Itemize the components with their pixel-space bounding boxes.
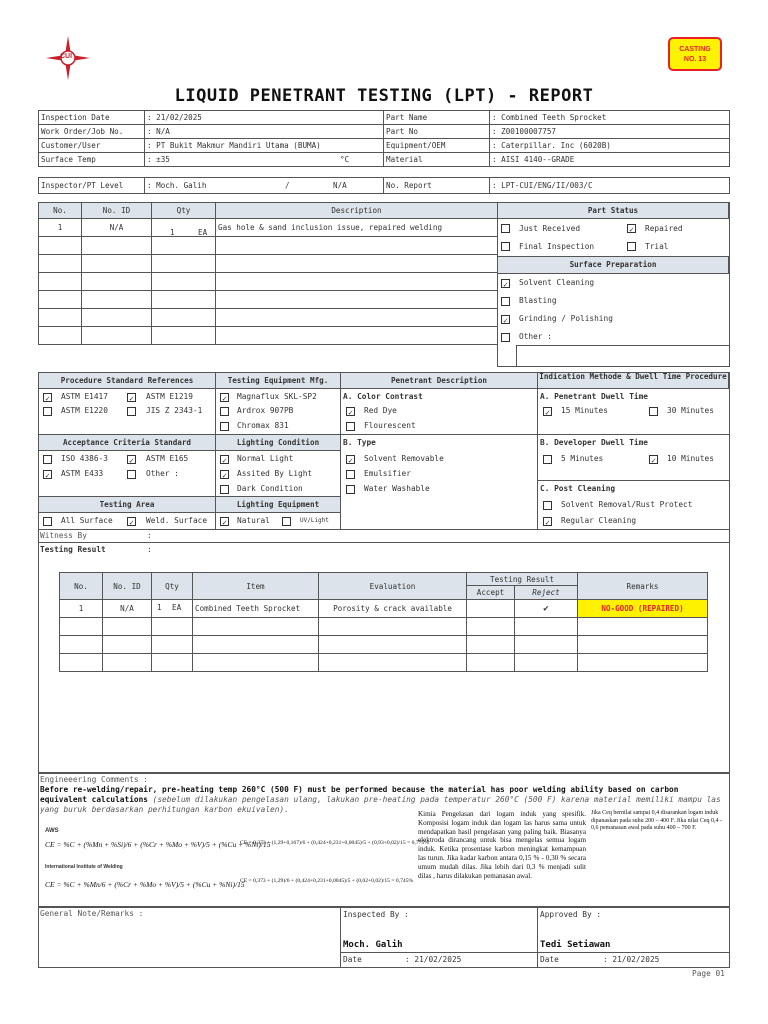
water-washable-checkbox[interactable]: [346, 485, 355, 494]
inspector-value: [145, 178, 384, 194]
5-minutes-checkbox[interactable]: [543, 455, 552, 464]
info-value: : PT Bukit Makmur Mandiri Utama (BUMA): [145, 139, 384, 153]
result-remarks: NO-GOOD (REPAIRED): [578, 600, 708, 618]
assited-light-label: Assited By Light: [237, 469, 313, 478]
penetrant-title: Penetrant Description: [340, 372, 538, 389]
blasting-label: Blasting: [519, 296, 557, 305]
inspector-name: : Moch. Galih: [147, 181, 207, 190]
lighting-equipment-title: Lighting Equipment: [215, 496, 341, 513]
jis-z2343-label: JIS Z 2343-1: [146, 406, 203, 415]
post-cleaning-title: C. Post Cleaning: [540, 484, 616, 493]
type-title: B. Type: [343, 438, 376, 447]
all-surface-checkbox[interactable]: [43, 517, 52, 526]
natural-checkbox[interactable]: ✓: [220, 517, 229, 526]
info-label: Work Order/Job No.: [39, 125, 145, 139]
other-prep-label: Other :: [519, 332, 552, 341]
result-no: 1: [60, 600, 103, 618]
dark-condition-checkbox[interactable]: [220, 485, 229, 494]
info-label: Equipment/OEM: [384, 139, 490, 153]
result-header-qty: Qty: [152, 573, 193, 600]
regular-cleaning-label: Regular Cleaning: [561, 516, 637, 525]
regular-cleaning-checkbox[interactable]: ✓: [543, 517, 552, 526]
info-value: : 21/02/2025: [145, 111, 384, 125]
iiw-result: CE = 0,373 + (1,29)/6 + (0,424+0,231+0,0045)/5 + (0,02+0,02)/15 = 0,745%: [240, 878, 414, 884]
astm-e165-checkbox[interactable]: ✓: [127, 455, 136, 464]
other-prep-checkbox[interactable]: [501, 333, 510, 342]
astm-e1417-checkbox[interactable]: ✓: [43, 393, 52, 402]
info-value: [145, 153, 384, 167]
emulsifier-checkbox[interactable]: [346, 470, 355, 479]
jis-z2343-checkbox[interactable]: [127, 407, 136, 416]
surface-temp-value: : ±35: [147, 155, 170, 164]
iiw-label: International Institute of Welding: [45, 864, 123, 870]
indication-title: Indication Methode & Dwell Time Procedure: [537, 372, 729, 389]
solvent-removal-checkbox[interactable]: [543, 501, 552, 510]
dev-dwell-title: B. Developer Dwell Time: [540, 438, 648, 447]
all-surface-label: All Surface: [61, 516, 113, 525]
result-reject: ✔: [515, 600, 578, 618]
ardrox-label: Ardrox 907PB: [237, 406, 294, 415]
info-table: [38, 110, 730, 167]
casting-badge: [668, 37, 722, 71]
eng-comments-bold: Before re-welding/repair, pre-heating temp 260°C (500 F) must be performed because the material has poor welding ability based on carbon equivalent calculations: [40, 785, 679, 804]
ardrox-checkbox[interactable]: [220, 407, 229, 416]
result-header-testing: Testing Result: [467, 573, 578, 586]
result-header-item: Item: [193, 573, 319, 600]
info-label: Surface Temp: [39, 153, 145, 167]
report-label: No. Report: [384, 178, 490, 194]
aws-label: AWS: [45, 828, 59, 834]
final-inspection-label: Final Inspection: [519, 242, 595, 251]
surface-temp-unit: °C: [340, 155, 350, 164]
result-qty: 1: [157, 603, 162, 612]
table-row: [39, 219, 498, 237]
natural-label: Natural: [237, 516, 270, 525]
witness-colon: :: [147, 531, 152, 540]
result-table: [59, 572, 708, 672]
eng-comments-italic: (sebelum dilakukan pengelasan ulang, lakukan pre-heating pada temperatur 260°C (500 F) karena material memiliki mampu las yang buruk berdasarkan perhitungan karbon ekuivalen).: [40, 795, 721, 814]
weld-surface-checkbox[interactable]: ✓: [127, 517, 136, 526]
color-contrast-title: A. Color Contrast: [343, 392, 423, 401]
logo-text: CUI: [60, 53, 73, 60]
grinding-label: Grinding / Polishing: [519, 314, 613, 323]
items-header: No. ID: [82, 203, 152, 219]
astm-e1417-label: ASTM E1417: [61, 392, 108, 401]
other-acceptance-label: Other :: [146, 469, 179, 478]
item-desc: Gas hole & sand inclusion issue, repaired welding: [216, 219, 498, 237]
inspected-date-label: Date: [343, 955, 362, 964]
flourescent-label: Flourescent: [364, 421, 416, 430]
items-header: Qty: [152, 203, 216, 219]
approver-signature-name: Tedi Setiawan: [540, 940, 611, 950]
result-qty-cell: [152, 600, 193, 618]
aws-formula: CE = %C + (%Mn + %Si)/6 + (%Cr + %Mo + %V)/5 + (%Cu + %Ni)/15: [45, 840, 271, 849]
repaired-checkbox[interactable]: ✓: [627, 224, 636, 233]
info-label: Inspection Date: [39, 111, 145, 125]
15-minutes-checkbox[interactable]: ✓: [543, 407, 552, 416]
uv-light-checkbox[interactable]: [282, 517, 291, 526]
other-prep-field[interactable]: [516, 345, 730, 367]
astm-e433-label: ASTM E433: [61, 469, 104, 478]
inspected-by-label: Inspected By :: [343, 910, 409, 919]
dark-condition-label: Dark Condition: [237, 484, 303, 493]
solvent-cleaning-checkbox[interactable]: ✓: [501, 279, 510, 288]
result-accept: [467, 600, 515, 618]
witness-label: Witness By: [40, 531, 87, 540]
result-unit: EA: [172, 603, 182, 612]
result-header-eval: Evaluation: [319, 573, 467, 600]
result-header-reject: Reject: [515, 586, 578, 600]
approved-date-value: : 21/02/2025: [603, 955, 660, 964]
item-no: 1: [39, 219, 82, 237]
red-dye-label: Red Dye: [364, 406, 397, 415]
info-label: Customer/User: [39, 139, 145, 153]
pen-dwell-title: A. Penetrant Dwell Time: [540, 392, 648, 401]
repaired-label: Repaired: [645, 224, 683, 233]
normal-light-checkbox[interactable]: ✓: [220, 455, 229, 464]
procedure-title: Procedure Standard References: [38, 372, 216, 389]
eng-comments-label: Engineeering Comments :: [40, 775, 148, 784]
info-value: : Caterpillar. Inc (6020B): [490, 139, 730, 153]
trial-checkbox[interactable]: [627, 242, 636, 251]
ceq-note: Jika Ceq bernilai sampai 0,4 disarankan logam induk dipanaskan pada suhu 200 – 400 F. Jika nilai Ceq 0,4 - 0,6 pemanasan awal pada suhu 400 – 700 F.: [591, 810, 723, 832]
grinding-checkbox[interactable]: ✓: [501, 315, 510, 324]
approved-date-label: Date: [540, 955, 559, 964]
magnaflux-checkbox[interactable]: ✓: [220, 393, 229, 402]
result-item: Combined Teeth Sprocket: [193, 600, 319, 618]
result-header-no: No.: [60, 573, 103, 600]
item-qty-cell: [152, 219, 216, 237]
info-value: : Z00100007757: [490, 125, 730, 139]
astm-e1219-label: ASTM E1219: [146, 392, 193, 401]
approved-by-label: Approved By :: [540, 910, 602, 919]
final-inspection-checkbox[interactable]: [501, 242, 510, 251]
testing-result-colon: :: [147, 545, 152, 554]
30-minutes-checkbox[interactable]: [649, 407, 658, 416]
just-received-label: Just Received: [519, 224, 581, 233]
emulsifier-label: Emulsifier: [364, 469, 411, 478]
uv-light-label: UV/Light: [300, 517, 329, 524]
astm-e433-checkbox[interactable]: ✓: [43, 470, 52, 479]
iiw-formula: CE = %C + %Mn/6 + (%Cr + %Mo + %V)/5 + (%Cu + %Ni)/15: [45, 880, 245, 889]
water-washable-label: Water Washable: [364, 484, 430, 493]
info-label: Part No: [384, 125, 490, 139]
iso-4386-label: ISO 4386-3: [61, 454, 108, 463]
weld-note: Kimia Pengelasan dari logam induk yang spesifik. Komposisi logam induk dan logam las harus sama untuk mendapatkan hasil pengelasan yang paling baik. Biasanya elektroda dirancang untuk bisa mengelas semua logam induk. Ketika prosentase karbon meningkat kemampuan las turun. Jika kadar karbon antara 0,15 % - 0,30 % secara umum mudah dilas. Jika lebih dari 0,3 % menjadi sulit dilas , harus dilakukan pemanasan awal.: [418, 810, 586, 880]
badge-line2: NO. 13: [683, 56, 707, 63]
flourescent-checkbox[interactable]: [346, 422, 355, 431]
item-unit: EA: [198, 227, 208, 237]
equipment-title: Testing Equipment Mfg.: [215, 372, 341, 389]
solvent-cleaning-label: Solvent Cleaning: [519, 278, 595, 287]
trial-label: Trial: [645, 242, 669, 251]
company-logo: [46, 36, 90, 80]
solvent-removal-label: Solvent Removal/Rust Protect: [561, 500, 693, 509]
inspector-label: Inspector/PT Level: [39, 178, 145, 194]
items-header: No.: [39, 203, 82, 219]
solvent-removable-checkbox[interactable]: ✓: [346, 455, 355, 464]
astm-e1220-label: ASTM E1220: [61, 406, 108, 415]
10-minutes-checkbox[interactable]: ✓: [649, 455, 658, 464]
info-label: Part Name: [384, 111, 490, 125]
testing-area-title: Testing Area: [38, 496, 216, 513]
chromax-checkbox[interactable]: [220, 422, 229, 431]
page-title: LIQUID PENETRANT TESTING (LPT) - REPORT: [174, 86, 594, 106]
30-minutes-label: 30 Minutes: [667, 406, 714, 415]
result-header-id: No. ID: [103, 573, 152, 600]
inspector-level: N/A: [333, 181, 347, 190]
info-value: : Combined Teeth Sprocket: [490, 111, 730, 125]
report-value: : LPT-CUI/ENG/II/003/C: [490, 178, 730, 194]
result-header-remarks: Remarks: [578, 573, 708, 600]
magnaflux-label: Magnaflux SKL-SP2: [237, 392, 317, 401]
iso-4386-checkbox[interactable]: [43, 455, 52, 464]
aws-result: CE = 0,373 + (1,29+0,167)/6 + (0,424+0,231+0,0045)/5 + (0,93+0,02)/15 = 0,775%: [240, 840, 429, 846]
result-eval: Porosity & crack available: [319, 600, 467, 618]
red-dye-checkbox[interactable]: ✓: [346, 407, 355, 416]
solvent-removable-label: Solvent Removable: [364, 454, 444, 463]
blasting-checkbox[interactable]: [501, 297, 510, 306]
astm-e165-label: ASTM E165: [146, 454, 189, 463]
normal-light-label: Normal Light: [237, 454, 294, 463]
table-row: [60, 600, 708, 618]
15-minutes-label: 15 Minutes: [561, 406, 608, 415]
inspector-sep: /: [285, 181, 290, 190]
inspector-signature-name: Moch. Galih: [343, 940, 403, 950]
testing-result-label: Testing Result: [40, 545, 106, 554]
astm-e1220-checkbox[interactable]: [43, 407, 52, 416]
surface-prep-title: Surface Preparation: [497, 256, 729, 274]
badge-line1: CASTING: [679, 46, 711, 53]
info-label: Material: [384, 153, 490, 167]
info-value: : AISI 4140--GRADE: [490, 153, 730, 167]
items-header: Description: [216, 203, 498, 219]
inspected-date-value: : 21/02/2025: [405, 955, 462, 964]
result-header-accept: Accept: [467, 586, 515, 600]
page-number: Page 01: [692, 969, 725, 978]
just-received-checkbox[interactable]: [501, 224, 510, 233]
item-qty: 1: [170, 227, 175, 237]
other-acceptance-checkbox[interactable]: [127, 470, 136, 479]
result-id: N/A: [103, 600, 152, 618]
info-value: : N/A: [145, 125, 384, 139]
general-note-label: General Note/Remarks :: [40, 909, 144, 918]
5-minutes-label: 5 Minutes: [561, 454, 604, 463]
10-minutes-label: 10 Minutes: [667, 454, 714, 463]
item-id: N/A: [82, 219, 152, 237]
inspector-table: [38, 177, 730, 194]
weld-surface-label: Weld. Surface: [146, 516, 208, 525]
acceptance-title: Acceptance Criteria Standard: [38, 434, 216, 451]
assited-light-checkbox[interactable]: ✓: [220, 470, 229, 479]
part-status-title: Part Status: [497, 202, 729, 219]
chromax-label: Chromax 831: [237, 421, 289, 430]
astm-e1219-checkbox[interactable]: ✓: [127, 393, 136, 402]
lighting-condition-title: Lighting Condition: [215, 434, 341, 451]
items-table: [38, 202, 498, 345]
